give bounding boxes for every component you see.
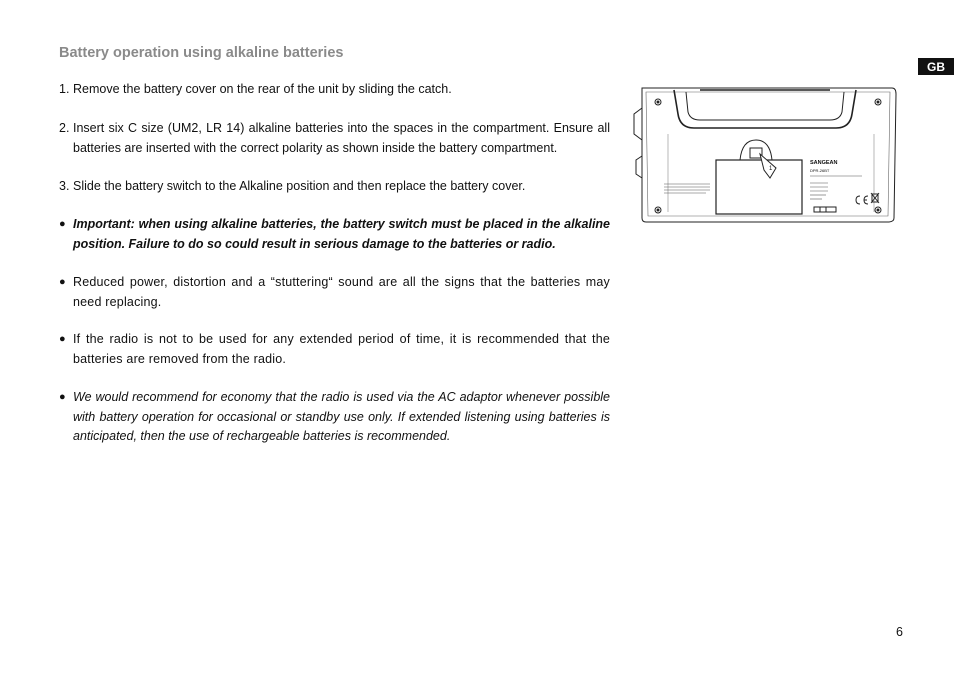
bullet-text: If the radio is not to be used for any extended period of time, it is recommended that the batteries are removed from the radio.	[73, 332, 610, 366]
step-2	[59, 119, 610, 158]
ce-mark	[856, 196, 860, 204]
radio-body	[642, 88, 896, 222]
bullet-text: Reduced power, distortion and a “stuttering“ sound are all the signs that the batteries may need replacing.	[73, 275, 610, 309]
side-knob-upper	[634, 108, 642, 140]
step-text: Slide the battery switch to the Alkaline position and then replace the battery cover.	[73, 179, 526, 193]
step-number: 1.	[59, 82, 70, 96]
language-tab: GB	[918, 58, 954, 75]
callout-number: 1	[769, 166, 773, 172]
page-number: 6	[896, 625, 903, 639]
step-number: 2.	[59, 121, 70, 135]
section-heading: Battery operation using alkaline batteries	[59, 45, 344, 61]
step-1	[59, 80, 610, 100]
spec-label	[810, 176, 862, 199]
radio-rear-illustration	[630, 84, 898, 224]
bullet-text: We would recommend for economy that the radio is used via the AC adaptor whenever possible with battery operation for occasional or standby use only. If extended listening using batteries is anticipated, then the use of rechargeable batteries is recommended.	[73, 390, 610, 443]
step-text: Remove the battery cover on the rear of the unit by sliding the catch.	[73, 82, 452, 96]
brand-logo: SANGEAN	[810, 160, 838, 166]
bullet-extended-period	[59, 330, 610, 369]
bullet-important	[59, 215, 610, 254]
step-3	[59, 177, 610, 197]
step-text: Insert six C size (UM2, LR 14) alkaline batteries into the spaces in the compartment. Ensure all batteries are inserted with the correct polarity as shown inside the battery compartment.	[73, 121, 610, 155]
model-label: DPR-26BT	[810, 168, 830, 173]
bullet-economy	[59, 388, 610, 447]
side-knob-lower	[636, 156, 642, 178]
battery-catch	[740, 140, 772, 160]
pointer-icon	[760, 154, 776, 178]
bullet-icon: ●	[59, 391, 66, 403]
step-number: 3.	[59, 179, 70, 193]
bullet-text: Important: when using alkaline batteries, the battery switch must be placed in the alkaline position. Failure to do so could result in serious damage to the batteries or radio.	[73, 217, 610, 251]
handle	[674, 90, 856, 128]
battery-symbol	[814, 207, 836, 212]
warning-label	[664, 184, 710, 193]
bullet-icon: ●	[59, 276, 66, 288]
bullet-reduced-power	[59, 273, 610, 312]
bullet-icon: ●	[59, 218, 66, 230]
bullet-icon: ●	[59, 333, 66, 345]
battery-cover	[716, 160, 802, 214]
